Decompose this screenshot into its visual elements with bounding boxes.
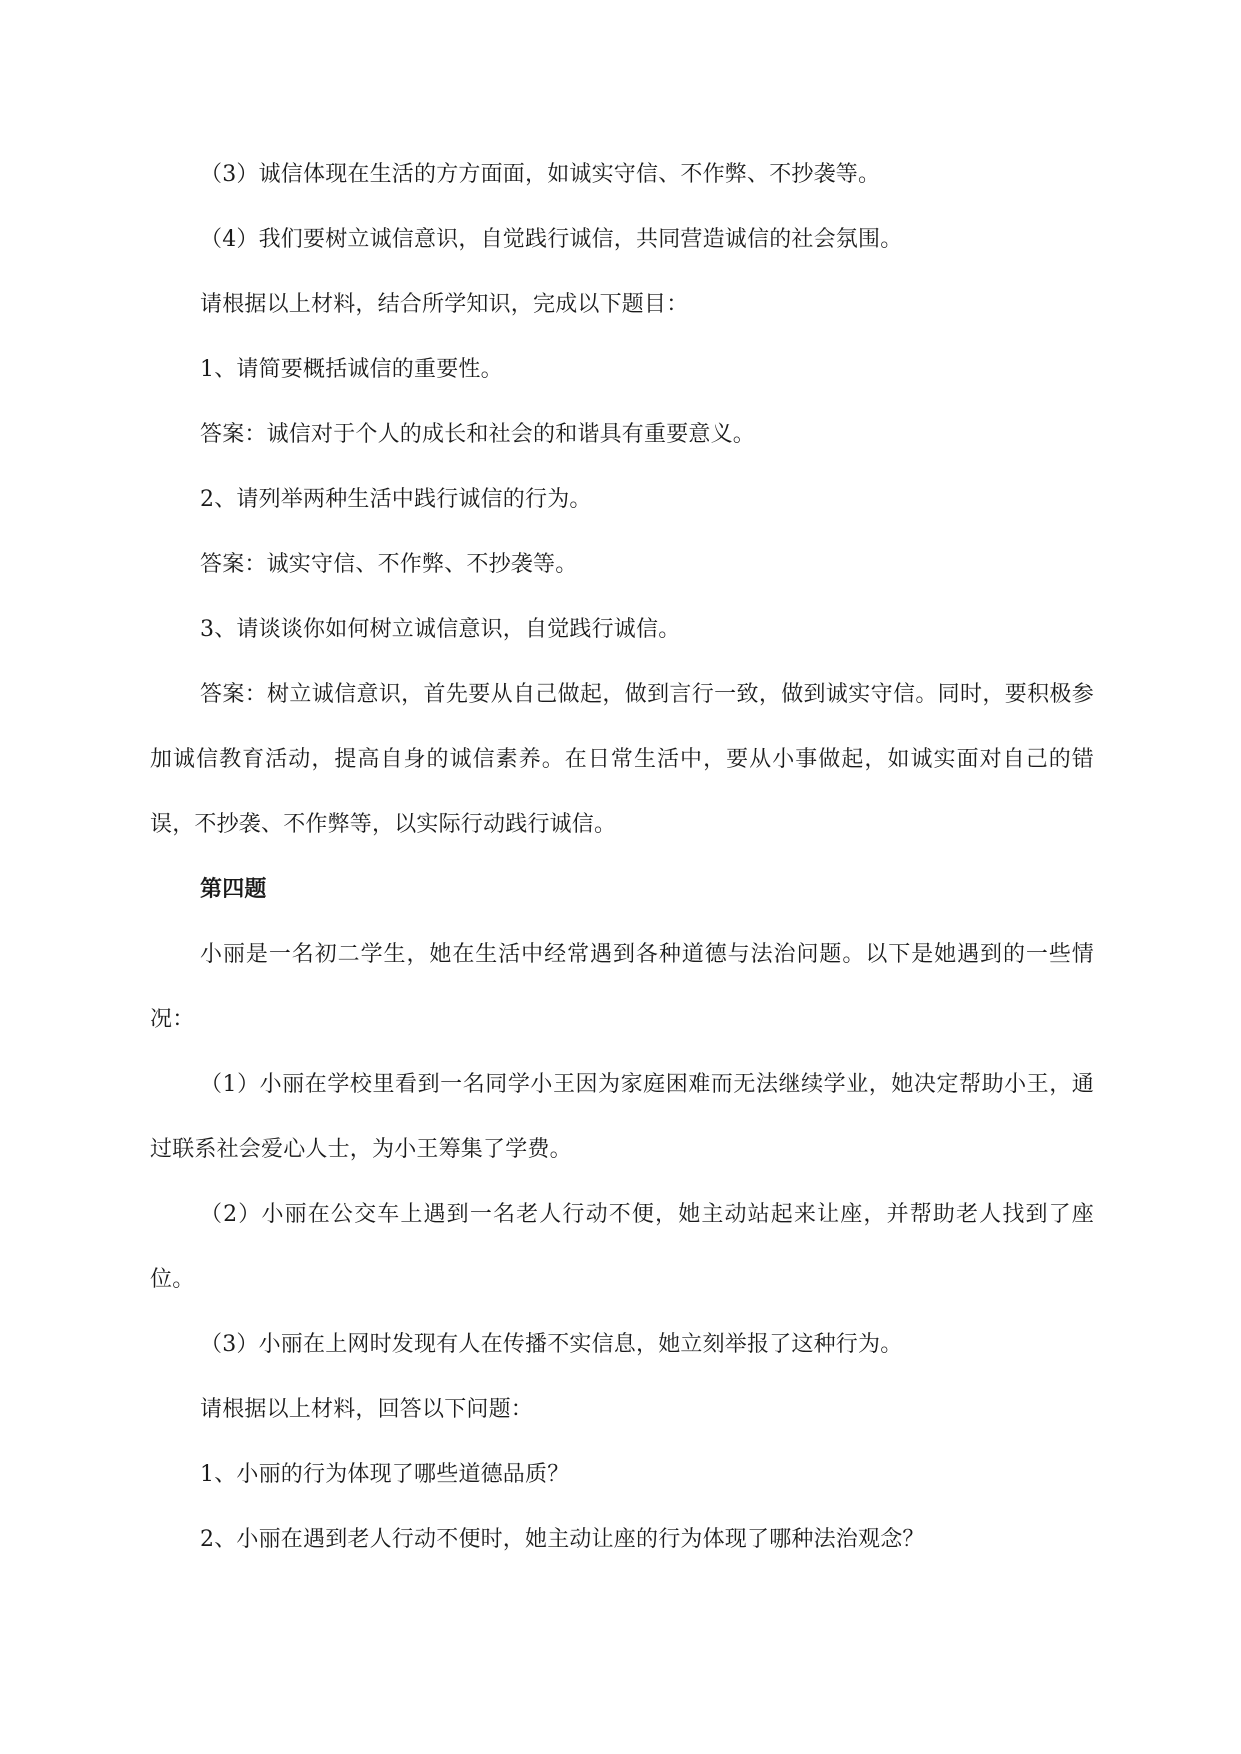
question-3: 3、请谈谈你如何树立诚信意识，自觉践行诚信。 — [200, 617, 681, 642]
paragraph-item-3: （3）诚信体现在生活的方方面面，如诚实守信、不作弊、不抄袭等。 — [200, 162, 881, 187]
question-2: 2、请列举两种生活中践行诚信的行为。 — [200, 487, 592, 512]
question-4-1: 1、小丽的行为体现了哪些道德品质？ — [200, 1462, 570, 1487]
document-body — [150, 142, 1094, 1572]
instruction-paragraph-2: 请根据以上材料，回答以下问题： — [200, 1397, 534, 1422]
section-heading: 第四题 — [200, 877, 267, 902]
question-1: 1、请简要概括诚信的重要性。 — [200, 357, 503, 382]
scenario-item-2: （2）小丽在公交车上遇到一名老人行动不便，她主动站起来让座，并帮助老人找到了座位。 — [150, 1202, 1094, 1292]
answer-2: 答案：诚实守信、不作弊、不抄袭等。 — [200, 552, 578, 577]
question-4-2: 2、小丽在遇到老人行动不便时，她主动让座的行为体现了哪种法治观念？ — [200, 1527, 925, 1552]
scenario-item-3: （3）小丽在上网时发现有人在传播不实信息，她立刻举报了这种行为。 — [200, 1332, 903, 1357]
scenario-item-1: （1）小丽在学校里看到一名同学小王因为家庭困难而无法继续学业，她决定帮助小王，通过联系社会爱心人士，为小王筹集了学费。 — [150, 1072, 1094, 1162]
instruction-paragraph: 请根据以上材料，结合所学知识，完成以下题目： — [200, 292, 689, 317]
paragraph-item-4: （4）我们要树立诚信意识，自觉践行诚信，共同营造诚信的社会氛围。 — [200, 227, 903, 252]
answer-3: 答案：树立诚信意识，首先要从自己做起，做到言行一致，做到诚实守信。同时，要积极参加诚信教育活动，提高自身的诚信素养。在日常生活中，要从小事做起，如诚实面对自己的错误，不抄袭、不作弊等，以实际行动践行诚信。 — [150, 682, 1094, 837]
answer-1: 答案：诚信对于个人的成长和社会的和谐具有重要意义。 — [200, 422, 756, 447]
scenario-intro: 小丽是一名初二学生，她在生活中经常遇到各种道德与法治问题。以下是她遇到的一些情况： — [150, 942, 1094, 1032]
